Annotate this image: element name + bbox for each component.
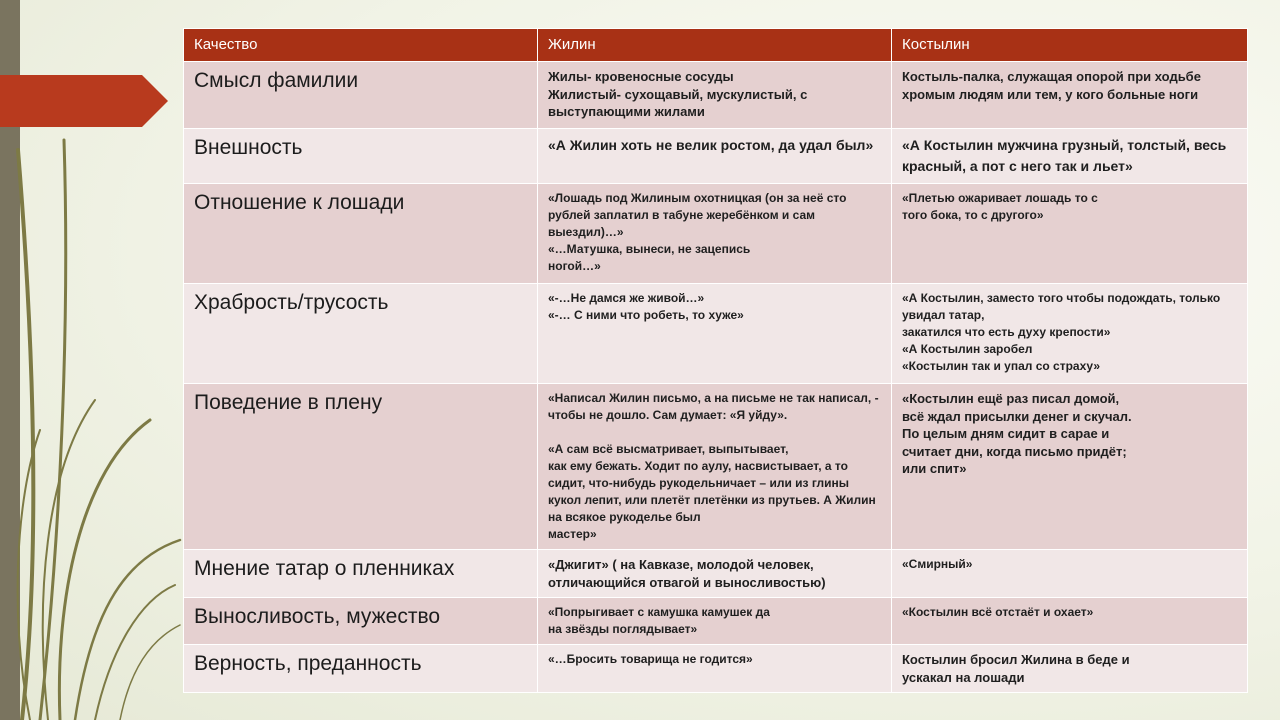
quality-cell: Мнение татар о пленниках — [184, 550, 538, 598]
zhilin-cell: «Джигит» ( на Кавказе, молодой человек, отличающийся отвагой и выносливостью) — [538, 550, 892, 598]
table-row — [184, 384, 1248, 550]
kostylin-cell: «Смирный» — [892, 550, 1248, 598]
zhilin-cell: «А Жилин хоть не велик ростом, да удал был» — [538, 129, 892, 184]
table-row — [184, 284, 1248, 384]
table-row — [184, 184, 1248, 284]
kostylin-cell: «Плетью ожаривает лошадь то с того бока, то с другого» — [892, 184, 1248, 284]
table-row — [184, 129, 1248, 184]
comparison-table — [183, 28, 1248, 693]
zhilin-cell: «…Бросить товарища не годится» — [538, 645, 892, 693]
quality-cell: Верность, преданность — [184, 645, 538, 693]
table-row — [184, 62, 1248, 129]
kostylin-cell: «А Костылин, заместо того чтобы подождать, только увидал татар, закатился что есть духу крепости» «А Костылин заробел «Костылин так и упал со страху» — [892, 284, 1248, 384]
quality-cell: Отношение к лошади — [184, 184, 538, 284]
zhilin-cell: «Лошадь под Жилиным охотницкая (он за неё сто рублей заплатил в табуне жеребёнком и сам выездил)…» «…Матушка, вынеси, не зацепись ногой…» — [538, 184, 892, 284]
table-row — [184, 598, 1248, 645]
quality-cell: Смысл фамилии — [184, 62, 538, 129]
quality-cell: Храбрость/трусость — [184, 284, 538, 384]
kostylin-cell: «Костылин ещё раз писал домой, всё ждал присылки денег и скучал. По целым дням сидит в сарае и считает дни, когда письмо придёт; или спит» — [892, 384, 1248, 550]
zhilin-cell: Жилы- кровеносные сосуды Жилистый- сухощавый, мускулистый, с выступающими жилами — [538, 62, 892, 129]
kostylin-cell: Костыль-палка, служащая опорой при ходьбе хромым людям или тем, у кого больные ноги — [892, 62, 1248, 129]
table-row — [184, 645, 1248, 693]
table-row — [184, 550, 1248, 598]
header-kostylin: Костылин — [892, 29, 1248, 62]
zhilin-cell: «-…Не дамся же живой…» «-… С ними что робеть, то хуже» — [538, 284, 892, 384]
zhilin-cell: «Попрыгивает с камушка камушек да на звёзды поглядывает» — [538, 598, 892, 645]
quality-cell: Выносливость, мужество — [184, 598, 538, 645]
zhilin-cell: «Написал Жилин письмо, а на письме не так написал, - чтобы не дошло. Сам думает: «Я уйду». «А сам всё высматривает, выпытывает, как ему бежать. Ходит по аулу, насвистывает, а то сидит, что-нибудь рукодельничает – или из глины кукол лепит, или плетёт плетёнки из прутьев. А Жилин на всякое рукоделье был мастер» — [538, 384, 892, 550]
header-quality: Качество — [184, 29, 538, 62]
quality-cell: Поведение в плену — [184, 384, 538, 550]
kostylin-cell: «Костылин всё отстаёт и охает» — [892, 598, 1248, 645]
kostylin-cell: «А Костылин мужчина грузный, толстый, весь красный, а пот с него так и льет» — [892, 129, 1248, 184]
table-header-row — [184, 29, 1248, 62]
header-zhilin: Жилин — [538, 29, 892, 62]
quality-cell: Внешность — [184, 129, 538, 184]
kostylin-cell: Костылин бросил Жилина в беде и ускакал на лошади — [892, 645, 1248, 693]
